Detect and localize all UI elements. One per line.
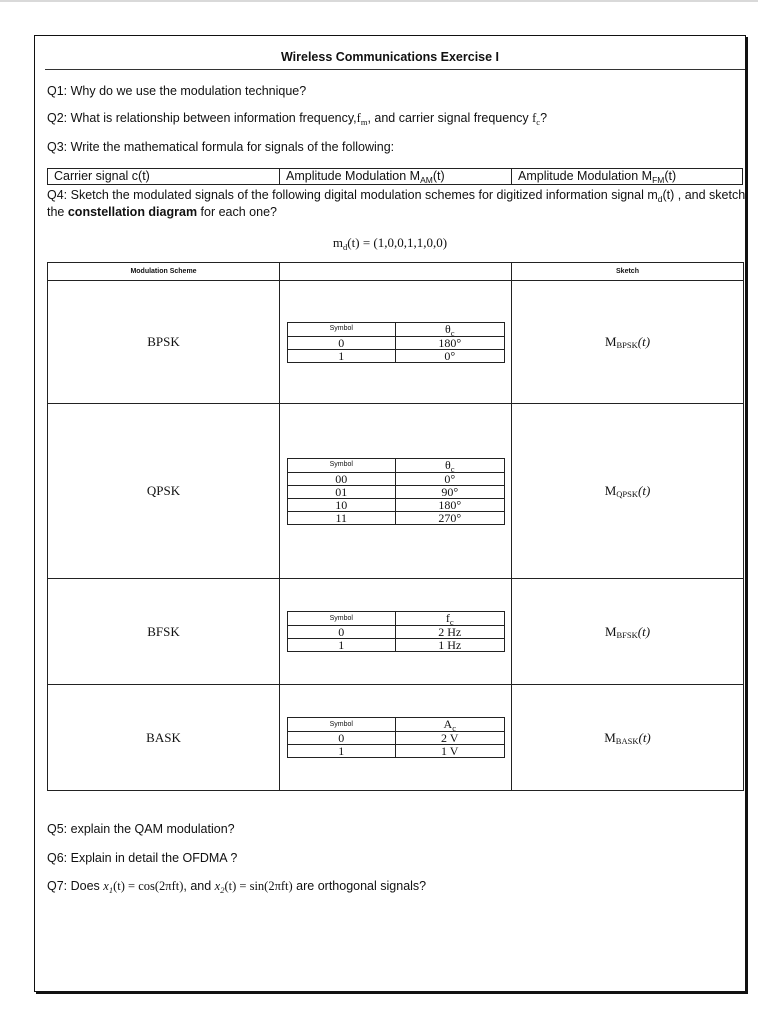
information-signal-equation: $m_d(t) = (1,0,0,1,1,0,0)$ xyxy=(332,235,448,252)
sketch-cell-bfsk[interactable]: M BFSK (t) xyxy=(604,623,651,640)
row-bask xyxy=(48,685,743,790)
modulation-table-header xyxy=(48,263,743,281)
exercise-sheet xyxy=(34,35,746,992)
question-4: Q4: Sketch the modulated signals of the following digital modulation schemes for digitized information signal $m_d(t)$ , and sketch the constellation diagram for each one? xyxy=(47,188,746,219)
carrier-signal-cell: Carrier signal c(t) xyxy=(48,169,280,184)
param-header: $\theta_c$ xyxy=(396,458,505,472)
x1-symbol: $x_1$ xyxy=(103,879,114,895)
sketch-cell-bask[interactable]: M BASK (t) xyxy=(604,729,651,746)
fc-symbol: $f_c$ xyxy=(532,111,541,127)
scheme-name: BFSK xyxy=(48,579,280,684)
row-bfsk xyxy=(48,579,743,685)
symbol-map-cell xyxy=(280,281,512,403)
param-value: 1 Hz xyxy=(396,639,505,652)
scheme-name: BPSK xyxy=(48,281,280,403)
symbol-value: 1 xyxy=(287,639,396,652)
fm-cell: Amplitude Modulation $M_{FM}(t)$ xyxy=(518,169,677,185)
title-rule xyxy=(45,69,745,70)
scheme-name: QPSK xyxy=(48,404,280,578)
question-2-suffix: ? xyxy=(540,111,548,125)
symbol-table-bask xyxy=(287,717,505,758)
symbol-table-qpsk xyxy=(287,458,505,525)
symbol-header: Symbol xyxy=(287,612,396,626)
symbol-table-bpsk xyxy=(287,322,505,363)
symbol-value: 10 xyxy=(287,498,396,511)
x1-equation: (t) = cos(2πft) xyxy=(113,879,184,893)
row-bpsk xyxy=(48,281,743,404)
symbol-header: Symbol xyxy=(287,322,396,336)
question-5: Q5: explain the QAM modulation? xyxy=(47,822,235,836)
x2-equation: (t) = sin(2πft) xyxy=(224,879,293,893)
param-value: 2 V xyxy=(396,732,505,745)
symbol-table-bfsk xyxy=(287,611,505,652)
question-2-mid: , and carrier signal frequency xyxy=(367,111,533,125)
param-header: $\theta_c$ xyxy=(396,322,505,336)
param-value: 2 Hz xyxy=(396,626,505,639)
symbol-header: Symbol xyxy=(287,718,396,732)
am-cell: Amplitude Modulation $M_{AM}(t)$ xyxy=(280,169,512,184)
question-2 xyxy=(47,110,547,127)
question-6: Q6: Explain in detail the OFDMA ? xyxy=(47,851,238,865)
q3-formula-table xyxy=(47,168,743,185)
header-modulation-scheme: Modulation Scheme xyxy=(48,263,280,280)
header-sketch: Sketch xyxy=(616,268,639,275)
symbol-map-cell xyxy=(280,685,512,790)
question-2-prefix: Q2: What is relationship between information frequency, xyxy=(47,111,357,125)
param-value: 90° xyxy=(396,485,505,498)
scheme-name: BASK xyxy=(48,685,280,790)
symbol-value: 0 xyxy=(287,626,396,639)
row-qpsk xyxy=(48,404,743,579)
param-value: 270° xyxy=(396,511,505,524)
header-symbol-map xyxy=(280,263,512,280)
symbol-value: 0 xyxy=(287,336,396,349)
top-border xyxy=(0,0,758,2)
symbol-value: 0 xyxy=(287,732,396,745)
constellation-diagram-bold: constellation diagram xyxy=(67,205,198,219)
sketch-cell-bpsk[interactable]: M BPSK (t) xyxy=(604,334,651,350)
symbol-value: 1 xyxy=(287,349,396,362)
question-7: Q7: Does $x_1(t) = \cos(2\pi ft)$, and $x_2(t) = \sin(2\pi ft)$ are orthogonal signals? xyxy=(47,879,427,895)
fm-symbol: $f_m$ xyxy=(356,111,368,127)
symbol-map-cell xyxy=(280,404,512,578)
symbol-map-cell xyxy=(280,579,512,684)
param-value: 1 V xyxy=(396,745,505,758)
question-1: Q1: Why do we use the modulation technique? xyxy=(47,84,307,98)
param-value: 180° xyxy=(396,498,505,511)
param-header: $A_c$ xyxy=(396,718,505,732)
param-value: 180° xyxy=(396,336,505,349)
symbol-value: 11 xyxy=(287,511,396,524)
symbol-value: 1 xyxy=(287,745,396,758)
param-value: 0° xyxy=(396,472,505,485)
x2-symbol: $x_2$ xyxy=(214,879,225,895)
symbol-value: 00 xyxy=(287,472,396,485)
question-3: Q3: Write the mathematical formula for signals of the following: xyxy=(47,140,395,154)
page-title: Wireless Communications Exercise I xyxy=(280,50,500,64)
symbol-header: Symbol xyxy=(287,458,396,472)
symbol-value: 01 xyxy=(287,485,396,498)
param-header: $f_c$ xyxy=(396,612,505,626)
param-value: 0° xyxy=(396,349,505,362)
sketch-cell-qpsk[interactable]: M QPSK (t) xyxy=(604,483,651,499)
modulation-table xyxy=(47,262,744,791)
